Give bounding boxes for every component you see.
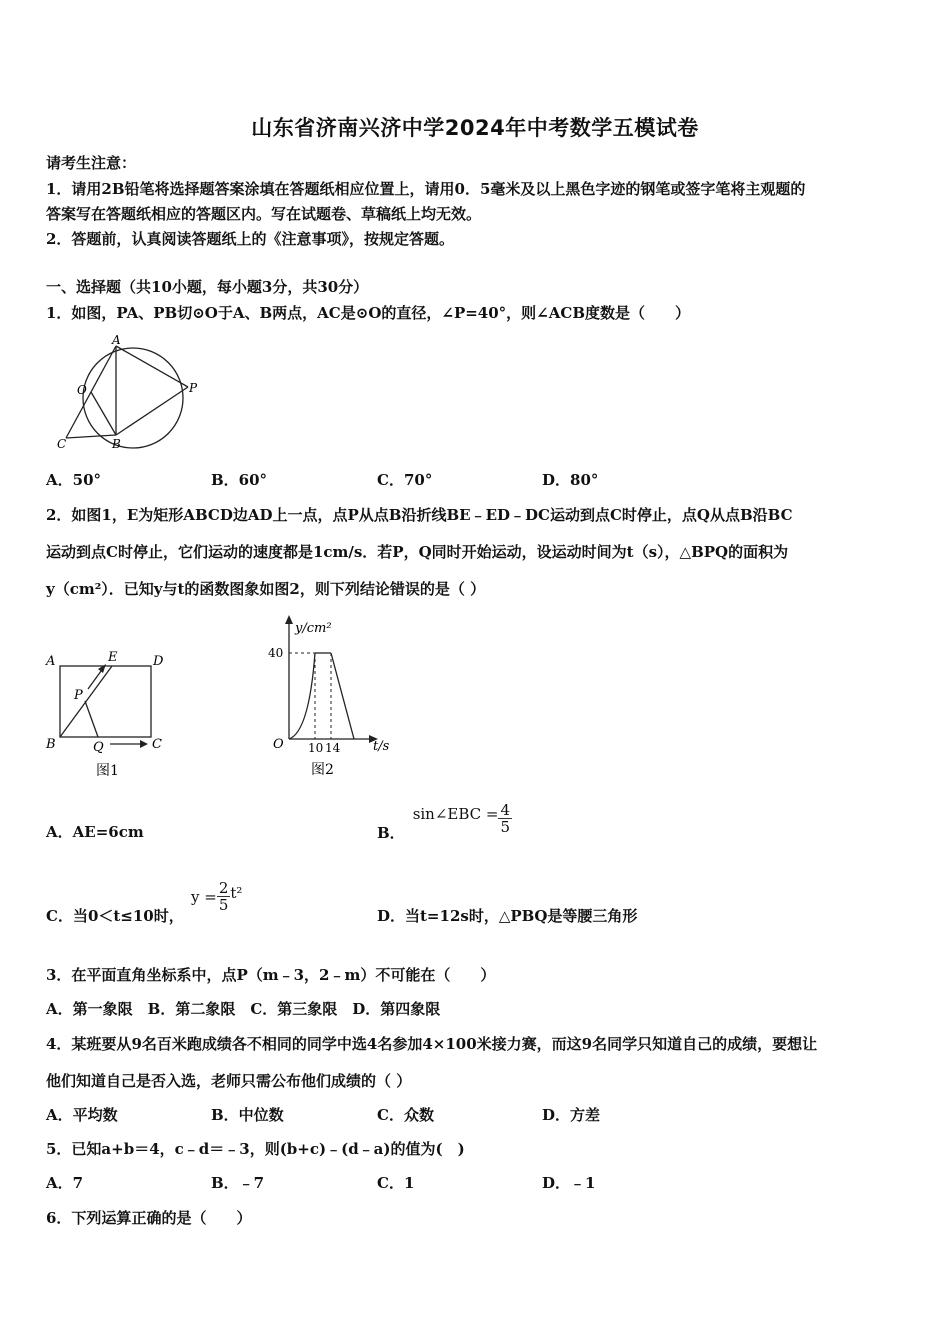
radius-ob xyxy=(91,392,116,435)
q5-option-c: C．1 xyxy=(377,1174,415,1192)
arrow-head-q xyxy=(140,740,148,748)
q4-stem-2: 他们知道自己是否入选，老师只需公布他们成绩的（ ） xyxy=(46,1072,412,1090)
label-p: P xyxy=(74,688,83,703)
segment-pq xyxy=(85,701,98,737)
segment-be xyxy=(60,666,112,737)
notice-line-1b: 答案写在答题纸相应的答题区内。写在试题卷、草稿纸上均无效。 xyxy=(46,205,482,223)
figure-2-caption: 图2 xyxy=(311,762,334,778)
curve-segment xyxy=(289,653,315,739)
label-c: C xyxy=(152,737,162,752)
q2-stem-3: y（cm²）．已知y与t的函数图象如图2，则下列结论错误的是（ ） xyxy=(46,580,486,598)
figure-1-caption: 图1 xyxy=(96,763,119,779)
q2-option-b xyxy=(377,798,512,843)
x-tick-10: 10 xyxy=(308,741,324,755)
q2-option-a: A．AE=6cm xyxy=(46,823,144,841)
y-tick-40: 40 xyxy=(268,646,284,660)
q2-figure-2 xyxy=(265,612,405,780)
fraction-denominator: 5 xyxy=(218,896,229,914)
notice-line-1a: 1．请用2B铅笔将选择题答案涂填在答题纸相应位置上，请用0．5毫米及以上黑色字迹的钢笔或签字笔将主观题的 xyxy=(46,180,806,198)
y-axis-label: y/cm² xyxy=(295,621,332,636)
notice-heading: 请考生注意： xyxy=(46,154,137,172)
q6-stem: 6．下列运算正确的是（ ） xyxy=(46,1209,252,1227)
q1-option-a: A．50° xyxy=(46,471,102,489)
chord-cb xyxy=(66,435,116,438)
label-o: O xyxy=(77,383,87,397)
option-b-expression: sin∠EBC = xyxy=(412,804,499,823)
q3-stem: 3．在平面直角坐标系中，点P（m﹣3，2﹣m）不可能在（ ） xyxy=(46,966,496,984)
option-c-tail: t² xyxy=(230,883,243,902)
label-p: P xyxy=(189,381,198,395)
q4-stem-1: 4．某班要从9名百米跑成绩各不相同的同学中选4名参加4×100米接力赛，而这9名同学只知道自己的成绩，要想让 xyxy=(46,1035,818,1053)
q4-option-b: B．中位数 xyxy=(211,1106,284,1124)
section-heading: 一、选择题（共10小题，每小题3分，共30分） xyxy=(46,278,369,296)
page-title: 山东省济南兴济中学2024年中考数学五模试卷 xyxy=(251,116,699,140)
q4-option-c: C．众数 xyxy=(377,1106,434,1124)
arrow-head-p xyxy=(98,664,106,673)
fraction-numerator: 4 xyxy=(500,801,511,819)
option-b-fraction xyxy=(498,802,512,835)
q5-stem: 5．已知a+b＝4，c﹣d＝﹣3，则(b+c)﹣(d﹣a)的值为( ) xyxy=(46,1140,465,1158)
q2-stem-2: 运动到点C时停止，它们运动的速度都是1cm/s．若P，Q同时开始运动，设运动时间为t（s），△BPQ的面积为 xyxy=(46,543,789,561)
label-d: D xyxy=(153,654,164,669)
option-c-fraction xyxy=(217,880,231,913)
option-c-expression: y = xyxy=(191,887,217,906)
q2-option-c-prefix: C．当0＜t≤10时， xyxy=(46,907,184,925)
q2-option-c-formula xyxy=(191,880,242,913)
label-b: B xyxy=(46,737,56,752)
q1-option-d: D．80° xyxy=(542,471,599,489)
y-axis-arrow xyxy=(285,615,293,624)
label-a: A xyxy=(46,654,56,669)
q4-option-d: D．方差 xyxy=(542,1106,601,1124)
q2-option-d: D．当t=12s时，△PBQ是等腰三角形 xyxy=(377,907,638,925)
notice-line-2: 2．答题前，认真阅读答题纸上的《注意事项》，按规定答题。 xyxy=(46,230,454,248)
q4-option-a: A．平均数 xyxy=(46,1106,118,1124)
q3-options: A．第一象限 B．第二象限 C．第三象限 D．第四象限 xyxy=(46,1000,441,1018)
fraction-denominator: 5 xyxy=(500,818,511,836)
label-a: A xyxy=(112,333,121,347)
origin-label: O xyxy=(273,737,284,752)
label-c: C xyxy=(57,437,67,451)
label-q: Q xyxy=(93,740,104,755)
q1-option-c: C．70° xyxy=(377,471,433,489)
q1-figure xyxy=(40,332,205,454)
label-e: E xyxy=(108,650,118,665)
label-b: B xyxy=(112,437,121,451)
option-b-prefix: B． xyxy=(377,824,405,842)
q5-option-a: A．7 xyxy=(46,1174,84,1192)
q1-stem: 1．如图，PA、PB切⊙O于A、B两点，AC是⊙O的直径，∠P=40°，则∠ACB度数是（ ） xyxy=(46,304,690,322)
falling-segment xyxy=(331,653,354,739)
q2-figure-1 xyxy=(40,645,180,780)
q5-option-b: B．﹣7 xyxy=(211,1174,265,1192)
x-tick-14: 14 xyxy=(325,741,341,755)
q5-option-d: D．﹣1 xyxy=(542,1174,596,1192)
circle-o xyxy=(83,348,183,448)
fraction-numerator: 2 xyxy=(218,879,229,897)
q1-option-b: B．60° xyxy=(211,471,268,489)
q2-stem-1: 2．如图1，E为矩形ABCD边AD上一点，点P从点B沿折线BE﹣ED﹣DC运动到点C时停止，点Q从点B沿BC xyxy=(46,506,793,524)
tangent-pb xyxy=(116,387,188,435)
x-axis-label: t/s xyxy=(373,739,390,754)
